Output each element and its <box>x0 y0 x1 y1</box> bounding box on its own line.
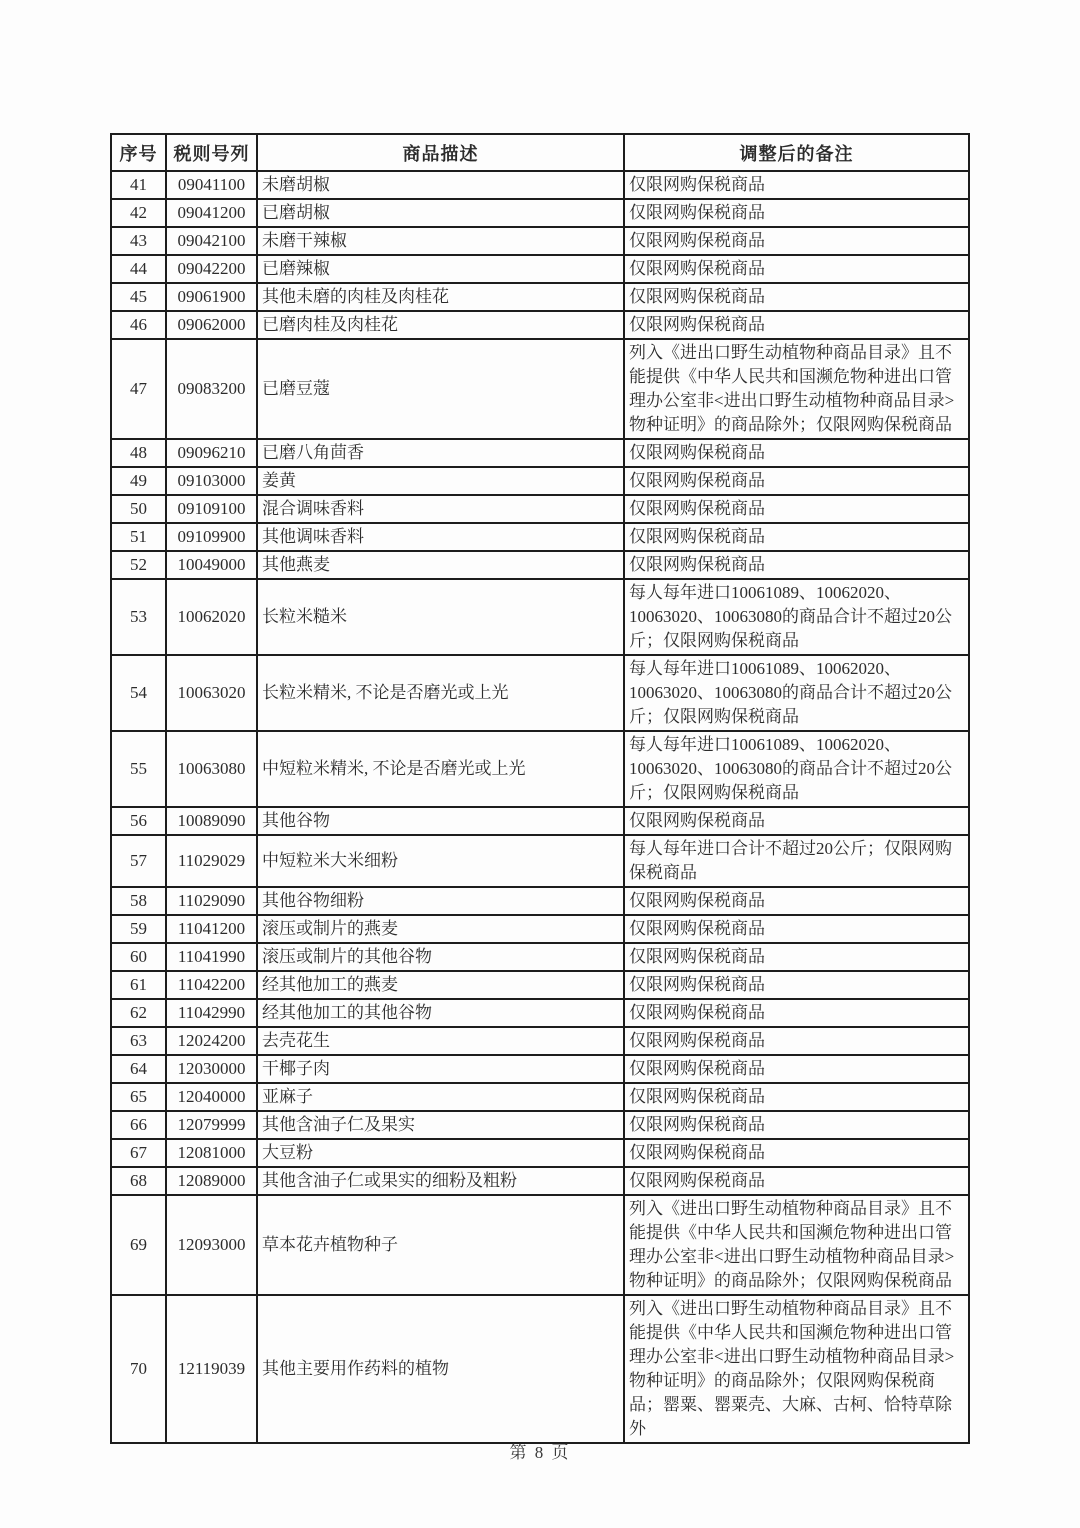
cell-serial: 48 <box>111 439 166 467</box>
table-row <box>111 579 969 655</box>
cell-remark: 每人每年进口10061089、10062020、10063020、10063080的商品合计不超过20公斤；仅限网购保税商品 <box>624 579 969 655</box>
cell-serial: 66 <box>111 1111 166 1139</box>
cell-serial: 64 <box>111 1055 166 1083</box>
table-row <box>111 495 969 523</box>
table-row <box>111 439 969 467</box>
cell-tariff-code: 09041100 <box>166 171 257 199</box>
cell-tariff-code: 12093000 <box>166 1195 257 1295</box>
cell-remark: 仅限网购保税商品 <box>624 1111 969 1139</box>
cell-remark: 仅限网购保税商品 <box>624 887 969 915</box>
cell-tariff-code: 12119039 <box>166 1295 257 1443</box>
cell-serial: 42 <box>111 199 166 227</box>
cell-serial: 50 <box>111 495 166 523</box>
cell-tariff-code: 12079999 <box>166 1111 257 1139</box>
cell-tariff-code: 09061900 <box>166 283 257 311</box>
cell-remark: 仅限网购保税商品 <box>624 311 969 339</box>
cell-description: 其他含油子仁或果实的细粉及粗粉 <box>257 1167 624 1195</box>
table-row <box>111 835 969 887</box>
cell-description: 其他燕麦 <box>257 551 624 579</box>
cell-tariff-code: 12030000 <box>166 1055 257 1083</box>
table-row <box>111 943 969 971</box>
cell-tariff-code: 09096210 <box>166 439 257 467</box>
table-row <box>111 1083 969 1111</box>
cell-remark: 仅限网购保税商品 <box>624 467 969 495</box>
cell-serial: 63 <box>111 1027 166 1055</box>
cell-description: 滚压或制片的其他谷物 <box>257 943 624 971</box>
table-row <box>111 1027 969 1055</box>
cell-remark: 仅限网购保税商品 <box>624 171 969 199</box>
cell-remark: 仅限网购保税商品 <box>624 227 969 255</box>
cell-description: 已磨肉桂及肉桂花 <box>257 311 624 339</box>
cell-description: 亚麻子 <box>257 1083 624 1111</box>
cell-description: 未磨干辣椒 <box>257 227 624 255</box>
table-row <box>111 551 969 579</box>
table-row <box>111 283 969 311</box>
cell-serial: 70 <box>111 1295 166 1443</box>
table-row <box>111 915 969 943</box>
cell-tariff-code: 10062020 <box>166 579 257 655</box>
table-row <box>111 255 969 283</box>
cell-tariff-code: 11042200 <box>166 971 257 999</box>
cell-serial: 69 <box>111 1195 166 1295</box>
cell-description: 其他未磨的肉桂及肉桂花 <box>257 283 624 311</box>
cell-description: 已磨胡椒 <box>257 199 624 227</box>
cell-description: 其他谷物 <box>257 807 624 835</box>
cell-tariff-code: 10089090 <box>166 807 257 835</box>
cell-tariff-code: 10049000 <box>166 551 257 579</box>
cell-description: 长粒米糙米 <box>257 579 624 655</box>
table-row <box>111 971 969 999</box>
cell-description: 已磨豆蔻 <box>257 339 624 439</box>
cell-tariff-code: 11029029 <box>166 835 257 887</box>
table-row <box>111 227 969 255</box>
cell-remark: 仅限网购保税商品 <box>624 495 969 523</box>
table-row <box>111 311 969 339</box>
cell-remark: 列入《进出口野生动植物种商品目录》且不能提供《中华人民共和国濒危物种进出口管理办公室非<进出口野生动植物种商品目录>物种证明》的商品除外；仅限网购保税商品 <box>624 1195 969 1295</box>
cell-serial: 60 <box>111 943 166 971</box>
cell-tariff-code: 09041200 <box>166 199 257 227</box>
cell-remark: 仅限网购保税商品 <box>624 1139 969 1167</box>
cell-remark: 仅限网购保税商品 <box>624 1083 969 1111</box>
cell-remark: 每人每年进口10061089、10062020、10063020、10063080的商品合计不超过20公斤；仅限网购保税商品 <box>624 655 969 731</box>
cell-serial: 46 <box>111 311 166 339</box>
cell-serial: 65 <box>111 1083 166 1111</box>
cell-remark: 仅限网购保税商品 <box>624 943 969 971</box>
cell-description: 已磨八角茴香 <box>257 439 624 467</box>
cell-serial: 55 <box>111 731 166 807</box>
column-header-description: 商品描述 <box>257 134 624 171</box>
table-row <box>111 807 969 835</box>
cell-serial: 51 <box>111 523 166 551</box>
cell-description: 其他主要用作药料的植物 <box>257 1295 624 1443</box>
cell-description: 去壳花生 <box>257 1027 624 1055</box>
cell-description: 滚压或制片的燕麦 <box>257 915 624 943</box>
cell-serial: 45 <box>111 283 166 311</box>
cell-remark: 仅限网购保税商品 <box>624 999 969 1027</box>
cell-serial: 57 <box>111 835 166 887</box>
cell-serial: 47 <box>111 339 166 439</box>
table-row <box>111 1195 969 1295</box>
cell-serial: 61 <box>111 971 166 999</box>
cell-serial: 54 <box>111 655 166 731</box>
table-row <box>111 467 969 495</box>
cell-tariff-code: 10063020 <box>166 655 257 731</box>
table-row <box>111 731 969 807</box>
cell-remark: 仅限网购保税商品 <box>624 283 969 311</box>
cell-description: 经其他加工的燕麦 <box>257 971 624 999</box>
table-row <box>111 1167 969 1195</box>
tariff-table <box>110 133 970 1444</box>
cell-description: 其他调味香料 <box>257 523 624 551</box>
cell-description: 混合调味香料 <box>257 495 624 523</box>
cell-description: 干椰子肉 <box>257 1055 624 1083</box>
cell-description: 未磨胡椒 <box>257 171 624 199</box>
cell-remark: 仅限网购保税商品 <box>624 915 969 943</box>
cell-tariff-code: 12024200 <box>166 1027 257 1055</box>
cell-remark: 仅限网购保税商品 <box>624 971 969 999</box>
cell-tariff-code: 11041990 <box>166 943 257 971</box>
cell-description: 中短粒米大米细粉 <box>257 835 624 887</box>
cell-tariff-code: 11029090 <box>166 887 257 915</box>
cell-serial: 59 <box>111 915 166 943</box>
cell-remark: 每人每年进口合计不超过20公斤；仅限网购保税商品 <box>624 835 969 887</box>
table-row <box>111 655 969 731</box>
column-header-tariff-code: 税则号列 <box>166 134 257 171</box>
cell-description: 大豆粉 <box>257 1139 624 1167</box>
cell-remark: 仅限网购保税商品 <box>624 523 969 551</box>
cell-description: 草本花卉植物种子 <box>257 1195 624 1295</box>
cell-description: 其他含油子仁及果实 <box>257 1111 624 1139</box>
cell-serial: 43 <box>111 227 166 255</box>
cell-serial: 52 <box>111 551 166 579</box>
table-row <box>111 887 969 915</box>
cell-description: 长粒米精米, 不论是否磨光或上光 <box>257 655 624 731</box>
cell-description: 其他谷物细粉 <box>257 887 624 915</box>
table-row <box>111 1295 969 1443</box>
cell-description: 已磨辣椒 <box>257 255 624 283</box>
cell-description: 中短粒米精米, 不论是否磨光或上光 <box>257 731 624 807</box>
cell-remark: 仅限网购保税商品 <box>624 255 969 283</box>
cell-serial: 41 <box>111 171 166 199</box>
table-row <box>111 999 969 1027</box>
table-row <box>111 199 969 227</box>
cell-description: 姜黄 <box>257 467 624 495</box>
cell-tariff-code: 10063080 <box>166 731 257 807</box>
cell-serial: 49 <box>111 467 166 495</box>
column-header-remark: 调整后的备注 <box>624 134 969 171</box>
page-number: 第 8 页 <box>509 1443 571 1462</box>
table-header <box>111 134 969 171</box>
cell-remark: 仅限网购保税商品 <box>624 1167 969 1195</box>
cell-tariff-code: 09109100 <box>166 495 257 523</box>
table-row <box>111 1111 969 1139</box>
cell-remark: 仅限网购保税商品 <box>624 199 969 227</box>
column-header-serial: 序号 <box>111 134 166 171</box>
table-row <box>111 1139 969 1167</box>
cell-tariff-code: 09062000 <box>166 311 257 339</box>
cell-tariff-code: 12040000 <box>166 1083 257 1111</box>
cell-serial: 58 <box>111 887 166 915</box>
cell-serial: 53 <box>111 579 166 655</box>
cell-remark: 每人每年进口10061089、10062020、10063020、10063080的商品合计不超过20公斤；仅限网购保税商品 <box>624 731 969 807</box>
header-row <box>111 134 969 171</box>
cell-tariff-code: 09083200 <box>166 339 257 439</box>
cell-tariff-code: 09109900 <box>166 523 257 551</box>
cell-serial: 67 <box>111 1139 166 1167</box>
cell-tariff-code: 11041200 <box>166 915 257 943</box>
table-row <box>111 171 969 199</box>
cell-remark: 列入《进出口野生动植物种商品目录》且不能提供《中华人民共和国濒危物种进出口管理办公室非<进出口野生动植物种商品目录>物种证明》的商品除外；仅限网购保税商品；罂粟、罂粟壳、大麻、古柯、恰特草除外 <box>624 1295 969 1443</box>
cell-serial: 68 <box>111 1167 166 1195</box>
cell-tariff-code: 09042200 <box>166 255 257 283</box>
cell-tariff-code: 09042100 <box>166 227 257 255</box>
cell-description: 经其他加工的其他谷物 <box>257 999 624 1027</box>
table-row <box>111 1055 969 1083</box>
cell-tariff-code: 11042990 <box>166 999 257 1027</box>
cell-remark: 仅限网购保税商品 <box>624 1027 969 1055</box>
cell-tariff-code: 09103000 <box>166 467 257 495</box>
cell-remark: 列入《进出口野生动植物种商品目录》且不能提供《中华人民共和国濒危物种进出口管理办公室非<进出口野生动植物种商品目录>物种证明》的商品除外；仅限网购保税商品 <box>624 339 969 439</box>
cell-serial: 44 <box>111 255 166 283</box>
cell-serial: 56 <box>111 807 166 835</box>
cell-serial: 62 <box>111 999 166 1027</box>
table-row <box>111 523 969 551</box>
cell-remark: 仅限网购保税商品 <box>624 807 969 835</box>
cell-tariff-code: 12081000 <box>166 1139 257 1167</box>
cell-tariff-code: 12089000 <box>166 1167 257 1195</box>
cell-remark: 仅限网购保税商品 <box>624 439 969 467</box>
table-body <box>111 171 969 1443</box>
table-row <box>111 339 969 439</box>
cell-remark: 仅限网购保税商品 <box>624 1055 969 1083</box>
cell-remark: 仅限网购保税商品 <box>624 551 969 579</box>
